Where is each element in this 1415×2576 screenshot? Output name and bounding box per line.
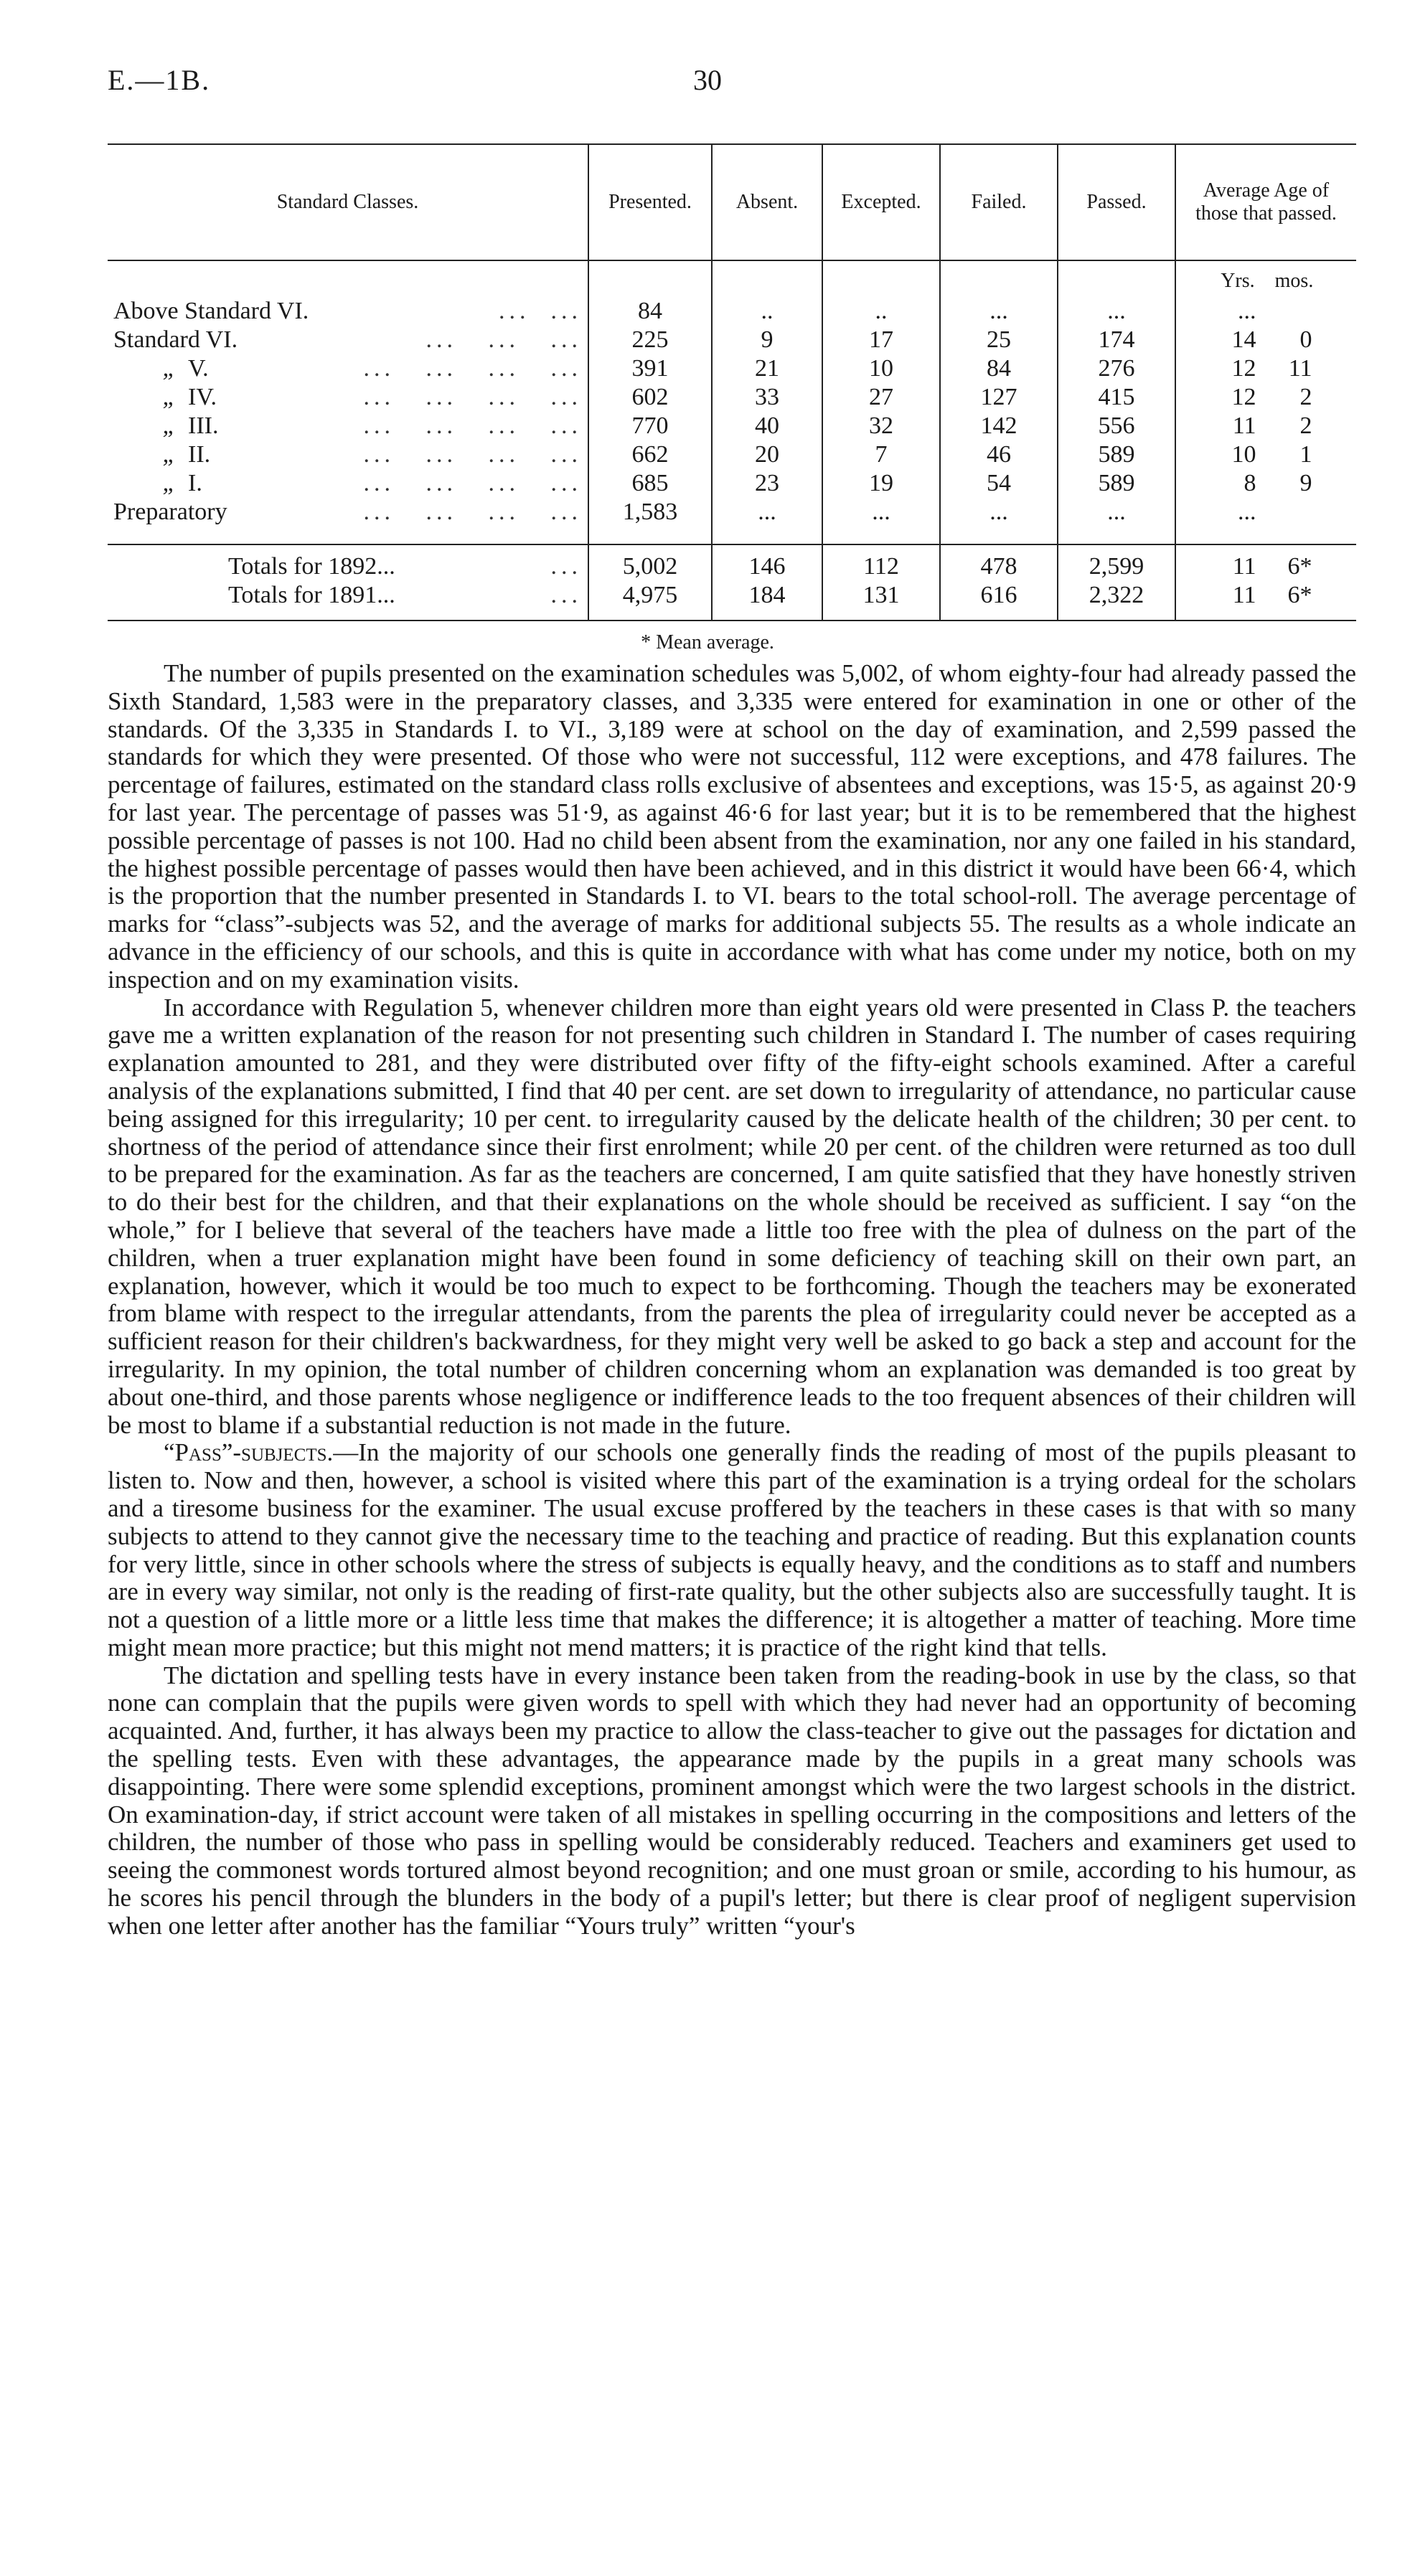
failed-cell: 54 xyxy=(940,469,1058,498)
passed-cell: 556 xyxy=(1058,412,1175,440)
excepted-cell: .. xyxy=(822,297,940,326)
excepted-cell: 17 xyxy=(822,326,940,354)
passed-cell: 2,599 xyxy=(1058,544,1175,581)
excepted-cell: 32 xyxy=(822,412,940,440)
leader-dots: ... ... ... ... xyxy=(363,499,582,525)
presented-cell: 391 xyxy=(588,354,712,383)
class-label: IV. xyxy=(188,384,217,410)
leader-dots: ... ... ... ... xyxy=(363,470,582,496)
age-months-cell: 0 xyxy=(1299,326,1312,353)
table-row xyxy=(108,412,1356,440)
document-reference: E.—1B. xyxy=(108,64,211,96)
leader-dots: ... ... ... ... xyxy=(363,412,582,439)
excepted-cell: ... xyxy=(822,498,940,527)
presented-cell: 5,002 xyxy=(588,544,712,581)
absent-cell: 21 xyxy=(712,354,822,383)
totals-label: Totals for 1892 xyxy=(228,553,377,580)
absent-cell: 20 xyxy=(712,440,822,469)
page-header xyxy=(108,63,1307,106)
section-heading: “Pass”-subjects. xyxy=(164,1438,334,1467)
table-row xyxy=(108,383,1356,412)
absent-cell: 40 xyxy=(712,412,822,440)
age-years-cell: 8 xyxy=(1244,470,1256,496)
class-label: III. xyxy=(188,412,219,439)
report-body xyxy=(108,660,1356,1940)
leader-dots: ... ... ... ... xyxy=(363,441,582,468)
paragraph-results: The number of pupils presented on the examination schedules was 5,002, of whom eighty-four had already passed the Sixth Standard, 1,583 were in the preparatory classes, and 3,335 were entered for examination in one or other of the standards. Of the 3,335 in Standards I. to VI., 3,189 were at school on the day of examination, and 2,599 passed the standards for which they were presented. Of those who were not successful, 112 were exceptions, and 478 failures. The percentage of failures, estimated on the standard class rolls exclusive of absentees and exceptions, was 15·5, as against 20·9 for last year. The percentage of passes was 51·9, as against 46·6 for last year; but it is to be remembered that the highest possible percentage of passes is not 100. Had no child been absent from the examination, nor any one failed in his standard, the highest possible percentage of passes would then have been achieved, and in this district it would have been 66·4, which is the proportion that the number presented in Standards I. to VI. bears to the total school-roll. The average percentage of marks for “class”-subjects was 52, and the average of marks for additional subjects 55. The results as a whole indicate an advance in the efficiency of our schools, and this is quite in accordance with what has come under my notice, both on my inspection and on my examination visits. xyxy=(108,659,1356,994)
absent-cell: ... xyxy=(712,498,822,527)
table-row xyxy=(108,498,1356,527)
ditto-mark: „ xyxy=(162,355,177,382)
passed-cell: 174 xyxy=(1058,326,1175,354)
col-excepted: Excepted. xyxy=(822,144,940,260)
col-passed: Passed. xyxy=(1058,144,1175,260)
leader-dots: ... xyxy=(550,553,582,580)
col-average-age: Average Age of those that passed. xyxy=(1175,144,1356,260)
presented-cell: 770 xyxy=(588,412,712,440)
statistics-table-container xyxy=(108,143,1356,621)
excepted-cell: 27 xyxy=(822,383,940,412)
ditto-mark: „ xyxy=(162,441,177,468)
absent-cell: 23 xyxy=(712,469,822,498)
totals-row-1891: Totals for 1891... ... 4,975 184 131 616 2,322 11 6* xyxy=(108,581,1356,621)
failed-cell: ... xyxy=(940,498,1058,527)
passed-cell: 276 xyxy=(1058,354,1175,383)
class-label: Above Standard VI. xyxy=(113,298,309,324)
age-months-cell: 9 xyxy=(1299,470,1312,496)
paragraph-dictation-spelling: The dictation and spelling tests have in every instance been taken from the reading-book in use by the class, so that none can complain that the pupils were given words to spell with which they had never had an opportunity of becoming acquainted. And, further, it has always been my practice to allow the class-teacher to give out the passages for dictation and the spelling tests. Even with these advantages, the appearance made by the pupils in a great many schools was disappointing. There were some splendid exceptions, prominent amongst which were the two largest schools in the district. On examination-day, if strict account were taken of all mistakes in spelling occurring in the compositions and letters of the children, the number of those who pass in spelling would be considerably reduced. Teachers and examiners get used to seeing the commonest words tortured almost beyond recognition; and one must groan or smile, according to his humour, as he scores his pencil through the blunders in the body of a pupil's letter; but there is clear proof of negligent supervision when one letter after another has the familiar “Yours truly” written “your's xyxy=(108,1661,1356,1940)
presented-cell: 685 xyxy=(588,469,712,498)
age-years-cell: 14 xyxy=(1231,326,1256,353)
class-label: I. xyxy=(188,470,202,496)
presented-cell: 4,975 xyxy=(588,581,712,621)
paragraph-regulation-5: In accordance with Regulation 5, whenever children more than eight years old were presented in Class P. the teachers gave me a written explanation of the reason for not presenting such children in Standard I. The number of cases requiring explanation amounted to 281, and they were distributed over fifty of the fifty-eight schools examined. After a careful analysis of the explanations submitted, I find that 40 per cent. are set down to irregularity of attendance, no particular cause being assigned for this irregularity; 10 per cent. to irregularity caused by the delicate health of the children; 30 per cent. to shortness of the period of attendance since their first enrolment; while 20 per cent. of the children were returned as too dull to be prepared for the examination. As far as the teachers are concerned, I am quite satisfied that they have honestly striven to do their best for the children, and that their explanations on the whole should be received as sufficient. I say “on the whole,” for I believe that several of the teachers have made a little too free with the plea of dulness on the part of the children, when a truer explanation might have been found in some deficiency of teaching skill on their own part, an explanation, however, which it would be too much to expect to be forthcoming. Though the teachers may be exonerated from blame with respect to the irregular attendants, from the parents the plea of irregularity could never be accepted as a sufficient reason for their children's backwardness, for they might very well be asked to go back a step and account for the irregularity. In my opinion, the total number of children concerning whom an explanation was demanded is too great by about one-third, and those parents whose negligence or indifference leads to the too frequent absences of their children will be most to blame if a substantial reduction is not made in the future. xyxy=(108,993,1356,1439)
absent-cell: 184 xyxy=(712,581,822,621)
leader-dots: ... ... ... xyxy=(426,326,582,353)
age-years-cell: 11 xyxy=(1232,412,1256,439)
table-row xyxy=(108,326,1356,354)
months-unit: mos. xyxy=(1274,270,1314,292)
table-header-row xyxy=(108,144,1356,260)
col-failed: Failed. xyxy=(940,144,1058,260)
age-months-cell: 2 xyxy=(1299,384,1312,410)
spacer-row xyxy=(108,527,1356,544)
failed-cell: 46 xyxy=(940,440,1058,469)
age-months-cell xyxy=(1277,297,1312,326)
leader-dots: ... ... xyxy=(499,298,582,324)
passed-cell: 589 xyxy=(1058,440,1175,469)
totals-label: Totals for 1891 xyxy=(228,582,377,608)
age-months-cell: 6* xyxy=(1287,582,1312,608)
age-months-cell: 1 xyxy=(1299,441,1312,468)
leader-dots: ... ... ... ... xyxy=(363,384,582,410)
ditto-mark: „ xyxy=(162,412,177,439)
excepted-cell: 131 xyxy=(822,581,940,621)
table-footnote: * Mean average. xyxy=(641,631,774,654)
page-number: 30 xyxy=(693,64,722,96)
class-label: Standard VI. xyxy=(113,326,238,353)
table-row xyxy=(108,354,1356,383)
age-years-cell: 10 xyxy=(1231,441,1256,468)
failed-cell: 478 xyxy=(940,544,1058,581)
absent-cell: .. xyxy=(712,297,822,326)
absent-cell: 33 xyxy=(712,383,822,412)
passed-cell: 415 xyxy=(1058,383,1175,412)
age-months-cell: 6* xyxy=(1287,553,1312,580)
presented-cell: 602 xyxy=(588,383,712,412)
leader-dots: ... xyxy=(550,582,582,608)
age-years-cell: 11 xyxy=(1232,582,1256,608)
absent-cell: 9 xyxy=(712,326,822,354)
presented-cell: 662 xyxy=(588,440,712,469)
passed-cell: 2,322 xyxy=(1058,581,1175,621)
age-years-cell: 11 xyxy=(1232,553,1256,580)
passed-cell: ... xyxy=(1058,498,1175,527)
presented-cell: 1,583 xyxy=(588,498,712,527)
ditto-mark: „ xyxy=(162,470,177,496)
age-months-cell: 11 xyxy=(1288,355,1312,382)
age-years-cell: 12 xyxy=(1231,384,1256,410)
age-years-cell: 12 xyxy=(1231,355,1256,382)
failed-cell: 142 xyxy=(940,412,1058,440)
absent-cell: 146 xyxy=(712,544,822,581)
presented-cell: 225 xyxy=(588,326,712,354)
presented-cell: 84 xyxy=(588,297,712,326)
age-months-cell xyxy=(1277,498,1312,527)
excepted-cell: 19 xyxy=(822,469,940,498)
failed-cell: 616 xyxy=(940,581,1058,621)
table-row xyxy=(108,469,1356,498)
excepted-cell: 10 xyxy=(822,354,940,383)
failed-cell: 84 xyxy=(940,354,1058,383)
col-standard-classes: Standard Classes. xyxy=(108,144,588,260)
standard-classes-table xyxy=(108,143,1356,621)
col-presented: Presented. xyxy=(588,144,712,260)
failed-cell: ... xyxy=(940,297,1058,326)
class-label: Preparatory xyxy=(113,499,227,525)
failed-cell: 25 xyxy=(940,326,1058,354)
failed-cell: 127 xyxy=(940,383,1058,412)
excepted-cell: 112 xyxy=(822,544,940,581)
years-unit: Yrs. xyxy=(1221,270,1255,292)
paragraph-pass-subjects xyxy=(108,1439,1356,1661)
age-years-cell: ... xyxy=(1238,298,1256,324)
age-years-cell: ... xyxy=(1238,499,1256,525)
excepted-cell: 7 xyxy=(822,440,940,469)
totals-row-1892: Totals for 1892... ... 5,002 146 112 478 2,599 11 6* xyxy=(108,544,1356,581)
passed-cell: 589 xyxy=(1058,469,1175,498)
leader-dots: ... ... ... ... xyxy=(363,355,582,382)
age-months-cell: 2 xyxy=(1299,412,1312,439)
paragraph-text: —In the majority of our schools one generally finds the reading of most of the pupils pleasant to listen to. Now and then, however, a school is visited where this part of the examination is a trying ordeal for the scholars and a tiresome business for the examiner. The usual excuse proffered by the teachers in these cases is that with so many subjects to attend to they cannot give the necessary time to the teaching and practice of reading. But this explanation counts for very little, since in other schools where the stress of subjects is equally heavy, and the conditions as to staff and numbers are in every way similar, not only is the reading of first-rate quality, but the other subjects also are successfully taught. It is not a question of a little more or a little less time that makes the difference; it is altogether a matter of teaching. More time might mean more practice; but this might not mend matters; it is practice of the right kind that tells. xyxy=(108,1438,1356,1661)
class-label: V. xyxy=(188,355,209,382)
col-absent: Absent. xyxy=(712,144,822,260)
class-label: II. xyxy=(188,441,211,468)
passed-cell: ... xyxy=(1058,297,1175,326)
age-units-row xyxy=(108,260,1356,297)
table-row xyxy=(108,440,1356,469)
table-row xyxy=(108,297,1356,326)
ditto-mark: „ xyxy=(162,384,177,410)
